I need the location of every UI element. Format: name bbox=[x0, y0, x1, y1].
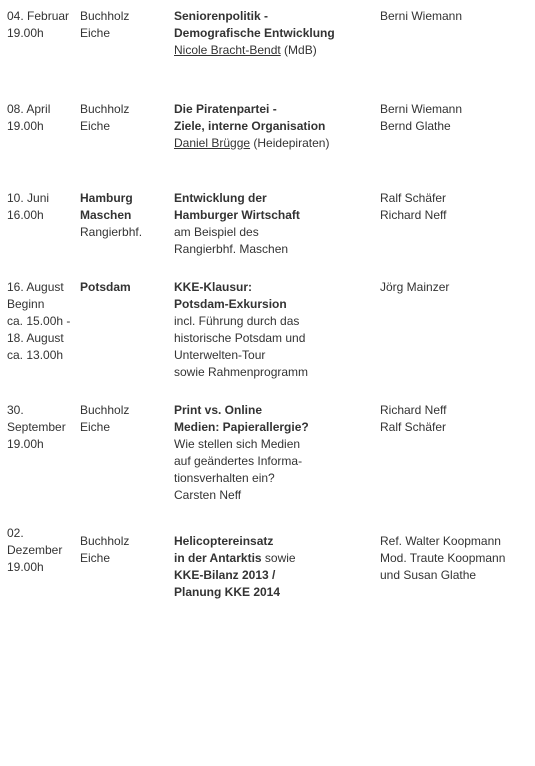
event-hosts: Ralf Schäfer Richard Neff bbox=[380, 191, 447, 222]
event-title: Demografische Entwicklung bbox=[174, 26, 335, 40]
event-title: Hamburger Wirtschaft bbox=[174, 208, 300, 222]
event-title: Helicoptereinsatz bbox=[174, 534, 274, 548]
event-date: 16. August Beginn ca. 15.00h - 18. August ca. 13.00h bbox=[7, 280, 71, 362]
event-topic bbox=[174, 101, 374, 152]
event-place: Buchholz Eiche bbox=[80, 403, 130, 434]
event-date: 30. September 19.00h bbox=[7, 403, 66, 451]
speaker-link[interactable]: Daniel Brügge bbox=[174, 136, 251, 150]
event-description: Rangierbhf. Maschen bbox=[174, 242, 289, 256]
event-hosts: Jörg Mainzer bbox=[380, 280, 450, 294]
event-title: Ziele, interne Organisation bbox=[174, 119, 326, 133]
event-hosts: Berni Wiemann Bernd Glathe bbox=[380, 102, 463, 133]
event-title: Die Piratenpartei - bbox=[174, 102, 277, 116]
event-hosts: Richard Neff Ralf Schäfer bbox=[380, 403, 447, 434]
event-title: KKE-Klausur: bbox=[174, 280, 253, 294]
event-place: Buchholz Eiche bbox=[80, 102, 130, 133]
event-topic bbox=[174, 402, 374, 504]
event-place: Buchholz Eiche bbox=[80, 9, 130, 40]
event-place: Potsdam bbox=[80, 280, 131, 294]
event-date: 08. April 19.00h bbox=[7, 102, 51, 133]
event-description: Wie stellen sich Medien bbox=[174, 437, 301, 451]
event-place: Buchholz Eiche bbox=[80, 534, 130, 565]
event-title: Potsdam-Exkursion bbox=[174, 297, 287, 311]
event-description: sowie Rahmenprogramm bbox=[174, 365, 309, 379]
event-hosts: Ref. Walter Koopmann Mod. Traute Koopmann und Susan Glathe bbox=[380, 534, 506, 582]
event-description: am Beispiel des bbox=[174, 225, 259, 239]
event-speaker: Nicole Bracht-Bendt (MdB) bbox=[174, 43, 317, 57]
event-title: Planung KKE 2014 bbox=[174, 585, 281, 599]
event-topic bbox=[174, 190, 374, 258]
event-description: incl. Führung durch das bbox=[174, 314, 300, 328]
event-description: auf geändertes Informa- bbox=[174, 454, 303, 468]
event-title: Seniorenpolitik - bbox=[174, 9, 269, 23]
event-speaker: Daniel Brügge (Heidepiraten) bbox=[174, 136, 330, 150]
event-title: KKE-Bilanz 2013 / bbox=[174, 568, 276, 582]
event-description: Carsten Neff bbox=[174, 488, 242, 502]
event-title: Medien: Papierallergie? bbox=[174, 420, 309, 434]
event-topic bbox=[174, 533, 374, 601]
event-description: tionsverhalten ein? bbox=[174, 471, 275, 485]
event-title: in der Antarktis sowie bbox=[174, 551, 296, 565]
event-date: 04. Februar 19.00h bbox=[7, 9, 70, 40]
event-description: historische Potsdam und bbox=[174, 331, 306, 345]
event-title: Entwicklung der bbox=[174, 191, 267, 205]
event-date: 02. Dezember 19.00h bbox=[7, 526, 63, 574]
event-hosts: Berni Wiemann bbox=[380, 9, 463, 23]
event-place: Hamburg Maschen Rangierbhf. bbox=[80, 191, 143, 239]
event-date: 10. Juni 16.00h bbox=[7, 191, 50, 222]
event-topic bbox=[174, 8, 374, 59]
speaker-link[interactable]: Nicole Bracht-Bendt bbox=[174, 43, 281, 57]
event-title: Print vs. Online bbox=[174, 403, 263, 417]
event-description: Unterwelten-Tour bbox=[174, 348, 266, 362]
event-topic bbox=[174, 279, 374, 381]
